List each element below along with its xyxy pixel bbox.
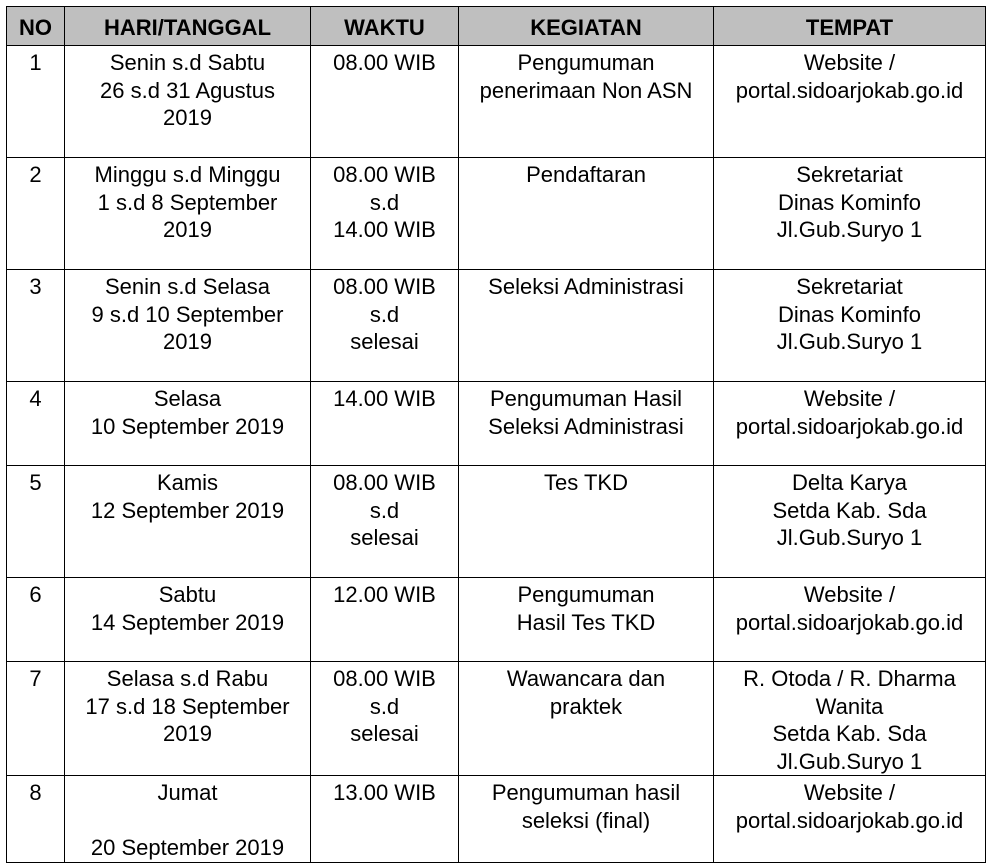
cell-tempat: Sekretariat Dinas Kominfo Jl.Gub.Suryo 1: [714, 270, 986, 382]
cell-waktu: 14.00 WIB: [311, 382, 459, 466]
cell-tempat: Website / portal.sidoarjokab.go.id: [714, 46, 986, 158]
cell-waktu: 08.00 WIB: [311, 46, 459, 158]
cell-waktu: 12.00 WIB: [311, 578, 459, 662]
cell-waktu: 08.00 WIB s.d 14.00 WIB: [311, 158, 459, 270]
cell-waktu: 08.00 WIB s.d selesai: [311, 466, 459, 578]
table-body: [7, 46, 986, 863]
table-row: [7, 578, 986, 662]
table-row: [7, 776, 986, 863]
header-tempat: TEMPAT: [714, 7, 986, 46]
cell-tempat: Delta Karya Setda Kab. Sda Jl.Gub.Suryo 1: [714, 466, 986, 578]
cell-hari-tanggal: Minggu s.d Minggu 1 s.d 8 September 2019: [65, 158, 311, 270]
cell-no: 6: [7, 578, 65, 662]
cell-kegiatan: Seleksi Administrasi: [459, 270, 714, 382]
header-waktu: WAKTU: [311, 7, 459, 46]
cell-hari-tanggal: Senin s.d Selasa 9 s.d 10 September 2019: [65, 270, 311, 382]
cell-hari-tanggal: Selasa 10 September 2019: [65, 382, 311, 466]
cell-hari-tanggal: Senin s.d Sabtu 26 s.d 31 Agustus 2019: [65, 46, 311, 158]
cell-tempat: Website / portal.sidoarjokab.go.id: [714, 578, 986, 662]
cell-no: 5: [7, 466, 65, 578]
cell-kegiatan: Pengumuman penerimaan Non ASN: [459, 46, 714, 158]
header-no: NO: [7, 7, 65, 46]
cell-kegiatan: Wawancara dan praktek: [459, 662, 714, 776]
cell-waktu: 13.00 WIB: [311, 776, 459, 863]
schedule-table: [6, 6, 986, 863]
table-row: [7, 382, 986, 466]
cell-waktu: 08.00 WIB s.d selesai: [311, 662, 459, 776]
table-header: [7, 7, 986, 46]
header-row: [7, 7, 986, 46]
cell-hari-tanggal: Jumat 20 September 2019: [65, 776, 311, 863]
header-kegiatan: KEGIATAN: [459, 7, 714, 46]
table-row: [7, 662, 986, 776]
cell-kegiatan: Pendaftaran: [459, 158, 714, 270]
cell-hari-tanggal: Selasa s.d Rabu 17 s.d 18 September 2019: [65, 662, 311, 776]
cell-no: 7: [7, 662, 65, 776]
cell-no: 1: [7, 46, 65, 158]
cell-kegiatan: Pengumuman Hasil Seleksi Administrasi: [459, 382, 714, 466]
cell-hari-tanggal: Kamis 12 September 2019: [65, 466, 311, 578]
cell-no: 2: [7, 158, 65, 270]
cell-tempat: Website / portal.sidoarjokab.go.id: [714, 776, 986, 863]
cell-hari-tanggal: Sabtu 14 September 2019: [65, 578, 311, 662]
cell-kegiatan: Tes TKD: [459, 466, 714, 578]
cell-waktu: 08.00 WIB s.d selesai: [311, 270, 459, 382]
table-row: [7, 270, 986, 382]
table-row: [7, 158, 986, 270]
cell-tempat: Sekretariat Dinas Kominfo Jl.Gub.Suryo 1: [714, 158, 986, 270]
header-hari-tanggal: HARI/TANGGAL: [65, 7, 311, 46]
cell-tempat: R. Otoda / R. Dharma Wanita Setda Kab. Sda Jl.Gub.Suryo 1: [714, 662, 986, 776]
cell-no: 8: [7, 776, 65, 863]
table-row: [7, 466, 986, 578]
cell-tempat: Website / portal.sidoarjokab.go.id: [714, 382, 986, 466]
cell-kegiatan: Pengumuman hasil seleksi (final): [459, 776, 714, 863]
cell-no: 4: [7, 382, 65, 466]
cell-kegiatan: Pengumuman Hasil Tes TKD: [459, 578, 714, 662]
table-row: [7, 46, 986, 158]
cell-no: 3: [7, 270, 65, 382]
